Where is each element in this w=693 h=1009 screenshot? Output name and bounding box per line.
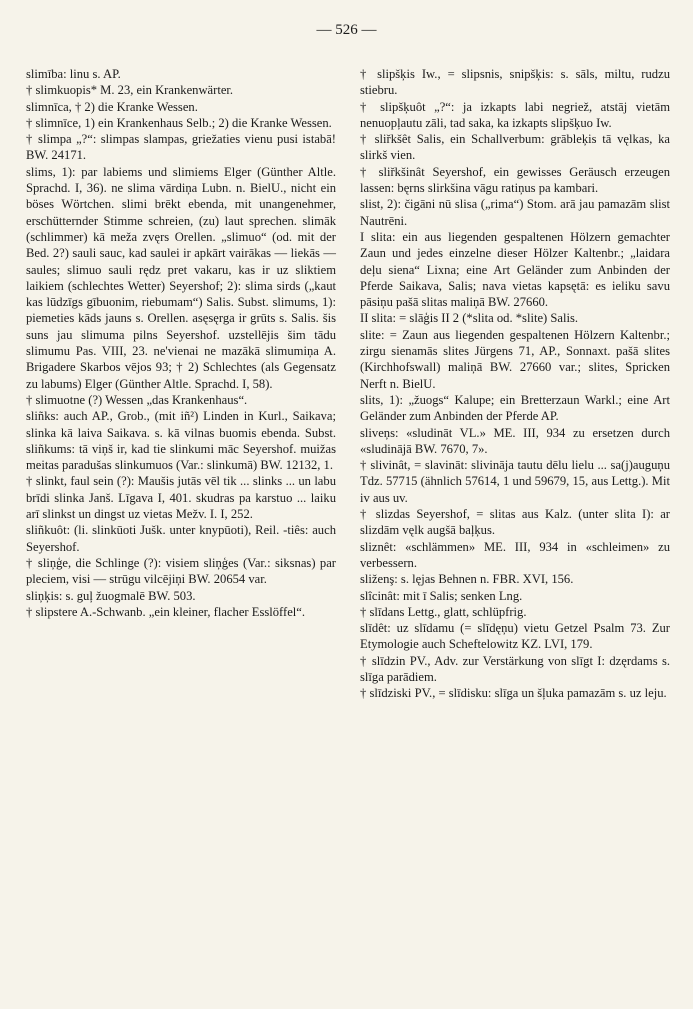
dictionary-entry: I slita: ein aus liegenden gespaltenen Hölzern gemachter Zaun und jedes einzelne dieser Hölzer Kaltenbr.; „laidara deļu siena“ Lixna; eine Art Geländer zum Anbinden der Pferde Saikava, Salis; nava vietas kapsętā: es ieliku savu pāsiņu pašā slitas maliņā BW. 27660. (360, 229, 670, 310)
dictionary-entry: slims, 1): par labiems und slimiems Elger (Günther Altle. Sprachd. I, 36). ne slima vārdiņa Lubn. n. BielU., nicht ein böses Wörtchen. slimi brēkt ebenda, mit unangenehmer, erschütternder Stimme schreien, (zu) laut sprechen. slimāk (schlimmer) kā meža zvęrs Orellen. „slimuo“ (od. mit der Bed. 2?) sauli sauc, kad saulei ir apkārt vairākas — liekās — saules; slimuo sauli rędz pret vakaru, kas ir uz sliktiem laikiem (schlechtes Wetter) Seyershof; 2): slima sirds („kaut kas lūdzīgs gībuonim, riebumam“) Salis. Subst. slimums, 1): piemeties kāds jauns s. Orellen. asęsęrga ir grūts s. Salis. šis suns jau slimuma pilns Seyershof. uzstellējis šim tādu slimumu Pas. VIII, 23. ne'vienai ne mazākā slimumiņa A. Brigadere Skarbos vējos 93; † 2) Schlechtes (als Gegensatz zu labums) Elger (Günther Altle. Sprachd. I, 58). (26, 164, 336, 391)
dictionary-entry: sliznêt: «schlämmen» ME. III, 934 in «schleimen» zu verbessern. (360, 539, 670, 570)
dictionary-entry: † slimuotne (?) Wessen „das Krankenhaus“. (26, 392, 248, 407)
dictionary-entry: † slizdas Seyershof, = slitas aus Kalz. (unter slita I): ar slizdām vęlk augšā baļķus. (360, 507, 670, 538)
dictionary-entry: sliveņs: «sludināt VL.» ME. III, 934 zu ersetzen durch «sludinājā BW. 7670, 7». (360, 425, 670, 456)
dictionary-entry: † slipstere A.-Schwanb. „ein kleiner, flacher Esslöffel“. (26, 604, 306, 619)
right-column (360, 66, 670, 702)
dictionary-entry: slist, 2): čigāni nū slisa („rima“) Stom. arā jau pamazām slist Nautrēni. (360, 197, 670, 228)
dictionary-entry: † slipšķuôt „?“: ja izkapts labi negriež, atstāj vietām nenuopļautu zāli, tad saka, ka izkapts slipšķuo Iw. (360, 99, 670, 130)
dictionary-entry: slite: = Zaun aus liegenden gespaltenen Hölzern Kaltenbr.; zirgu sienamās slites Jürgens 71, AP., Sonnaxt. pašā slites (Kirchhofswall) maliņā BW. 27660 var.; slites, Spricken Nerft n. BielU. (360, 327, 670, 391)
dictionary-entry: † slīdziski PV., = slīdisku: slīga un šļuka pamazām s. uz leju. (360, 686, 667, 701)
dictionary-entry: slimība: linu s. AP. (26, 67, 121, 81)
dictionary-entry: † sliřkšêt Salis, ein Schallverbum: grābleķis tā vęlkas, ka slirkš vien. (360, 132, 670, 163)
dictionary-entry: † slimnīce, 1) ein Krankenhaus Selb.; 2) die Kranke Wessen. (26, 115, 332, 130)
dictionary-entry: slîcinât: mit ī Salis; senken Lng. (360, 588, 523, 603)
dictionary-entry: sliñkuôt: (li. slinkūoti Jušk. unter knypūoti), Reil. -tiês: auch Seyershof. (26, 523, 336, 554)
dictionary-entry: † slipšķis Iw., = slipsnis, snipšķis: s. sāls, miltu, rudzu stiebru. (360, 67, 670, 98)
dictionary-entry: † slivinât, = slavināt: slivināja tautu dēlu lielu ... sa(j)auguņu Tdz. 57715 (ähnlich 57614, 1 und 59679, 15, aus Lettg.). Mit iv aus uv. (360, 458, 670, 505)
dictionary-entry: sliñks: auch AP., Grob., (mit iñ²) Linden in Kurl., Saikava; slinka kā laiva Saikava. s. kā vilnas buomis ebenda. Subst. sliñkums: tā viņš ir, kad tie slinkumi māc Seyershof. muižas meitas paradušas slinkumuos (Var.: slinkumā) BW. 12132, 1. (26, 409, 336, 473)
dictionary-entry: sliņķis: s. guļ žuogmalē BW. 503. (26, 588, 196, 603)
dictionary-entry: slits, 1): „žuogs“ Kalupe; ein Bretterzaun Warkl.; eine Art Geländer zum Anbinden der Pferde AP. (360, 392, 670, 424)
dictionary-entry: slīdêt: uz slīdamu (= slīdęņu) vietu Getzel Psalm 73. Zur Etymologie auch Scheftelowitz KZ. LVI, 179. (360, 621, 670, 652)
dictionary-entry: † sliņģe, die Schlinge (?): visiem sliņģes (Var.: siksnas) par pleciem, visi — strūgu vilcējiņi BW. 20654 var. (26, 555, 336, 587)
dictionary-entry: † slīdzin PV., Adv. zur Verstärkung von slīgt I: dzęrdams s. slīga parādiem. (360, 653, 670, 684)
dictionary-entry: † slimkuopis* M. 23, ein Krankenwärter. (26, 83, 234, 98)
dictionary-entry: † slinkt, faul sein (?): Maušis jutās vēl tik ... slinks ... un labu brīdi slinka Janš. Līgava I, 401. skudras pa karstuo ... laiku arī slinkst un dingst uz vietas Mežv. I. I, 252. (26, 474, 336, 522)
dictionary-entry: † sliřkšinât Seyershof, ein gewisses Geräusch erzeugen lassen: bęrns slirkšina vāgu ratiņus pa kambari. (360, 164, 670, 196)
left-column (26, 66, 336, 620)
dictionary-entry: slimnīca, † 2) die Kranke Wessen. (26, 99, 198, 114)
dictionary-entry: † slimpa „?“: slimpas slampas, griežaties vienu pusi istabā! BW. 24171. (26, 132, 336, 163)
dictionary-entry: II slita: = slāģis II 2 (*slita od. *slite) Salis. (360, 311, 579, 326)
dictionary-entry: † slīdans Lettg., glatt, schlüpfrig. (360, 604, 527, 619)
dictionary-entry: sliženş: s. lęjas Behnen n. FBR. XVI, 156. (360, 572, 574, 587)
page-number: — 526 — (316, 22, 377, 38)
